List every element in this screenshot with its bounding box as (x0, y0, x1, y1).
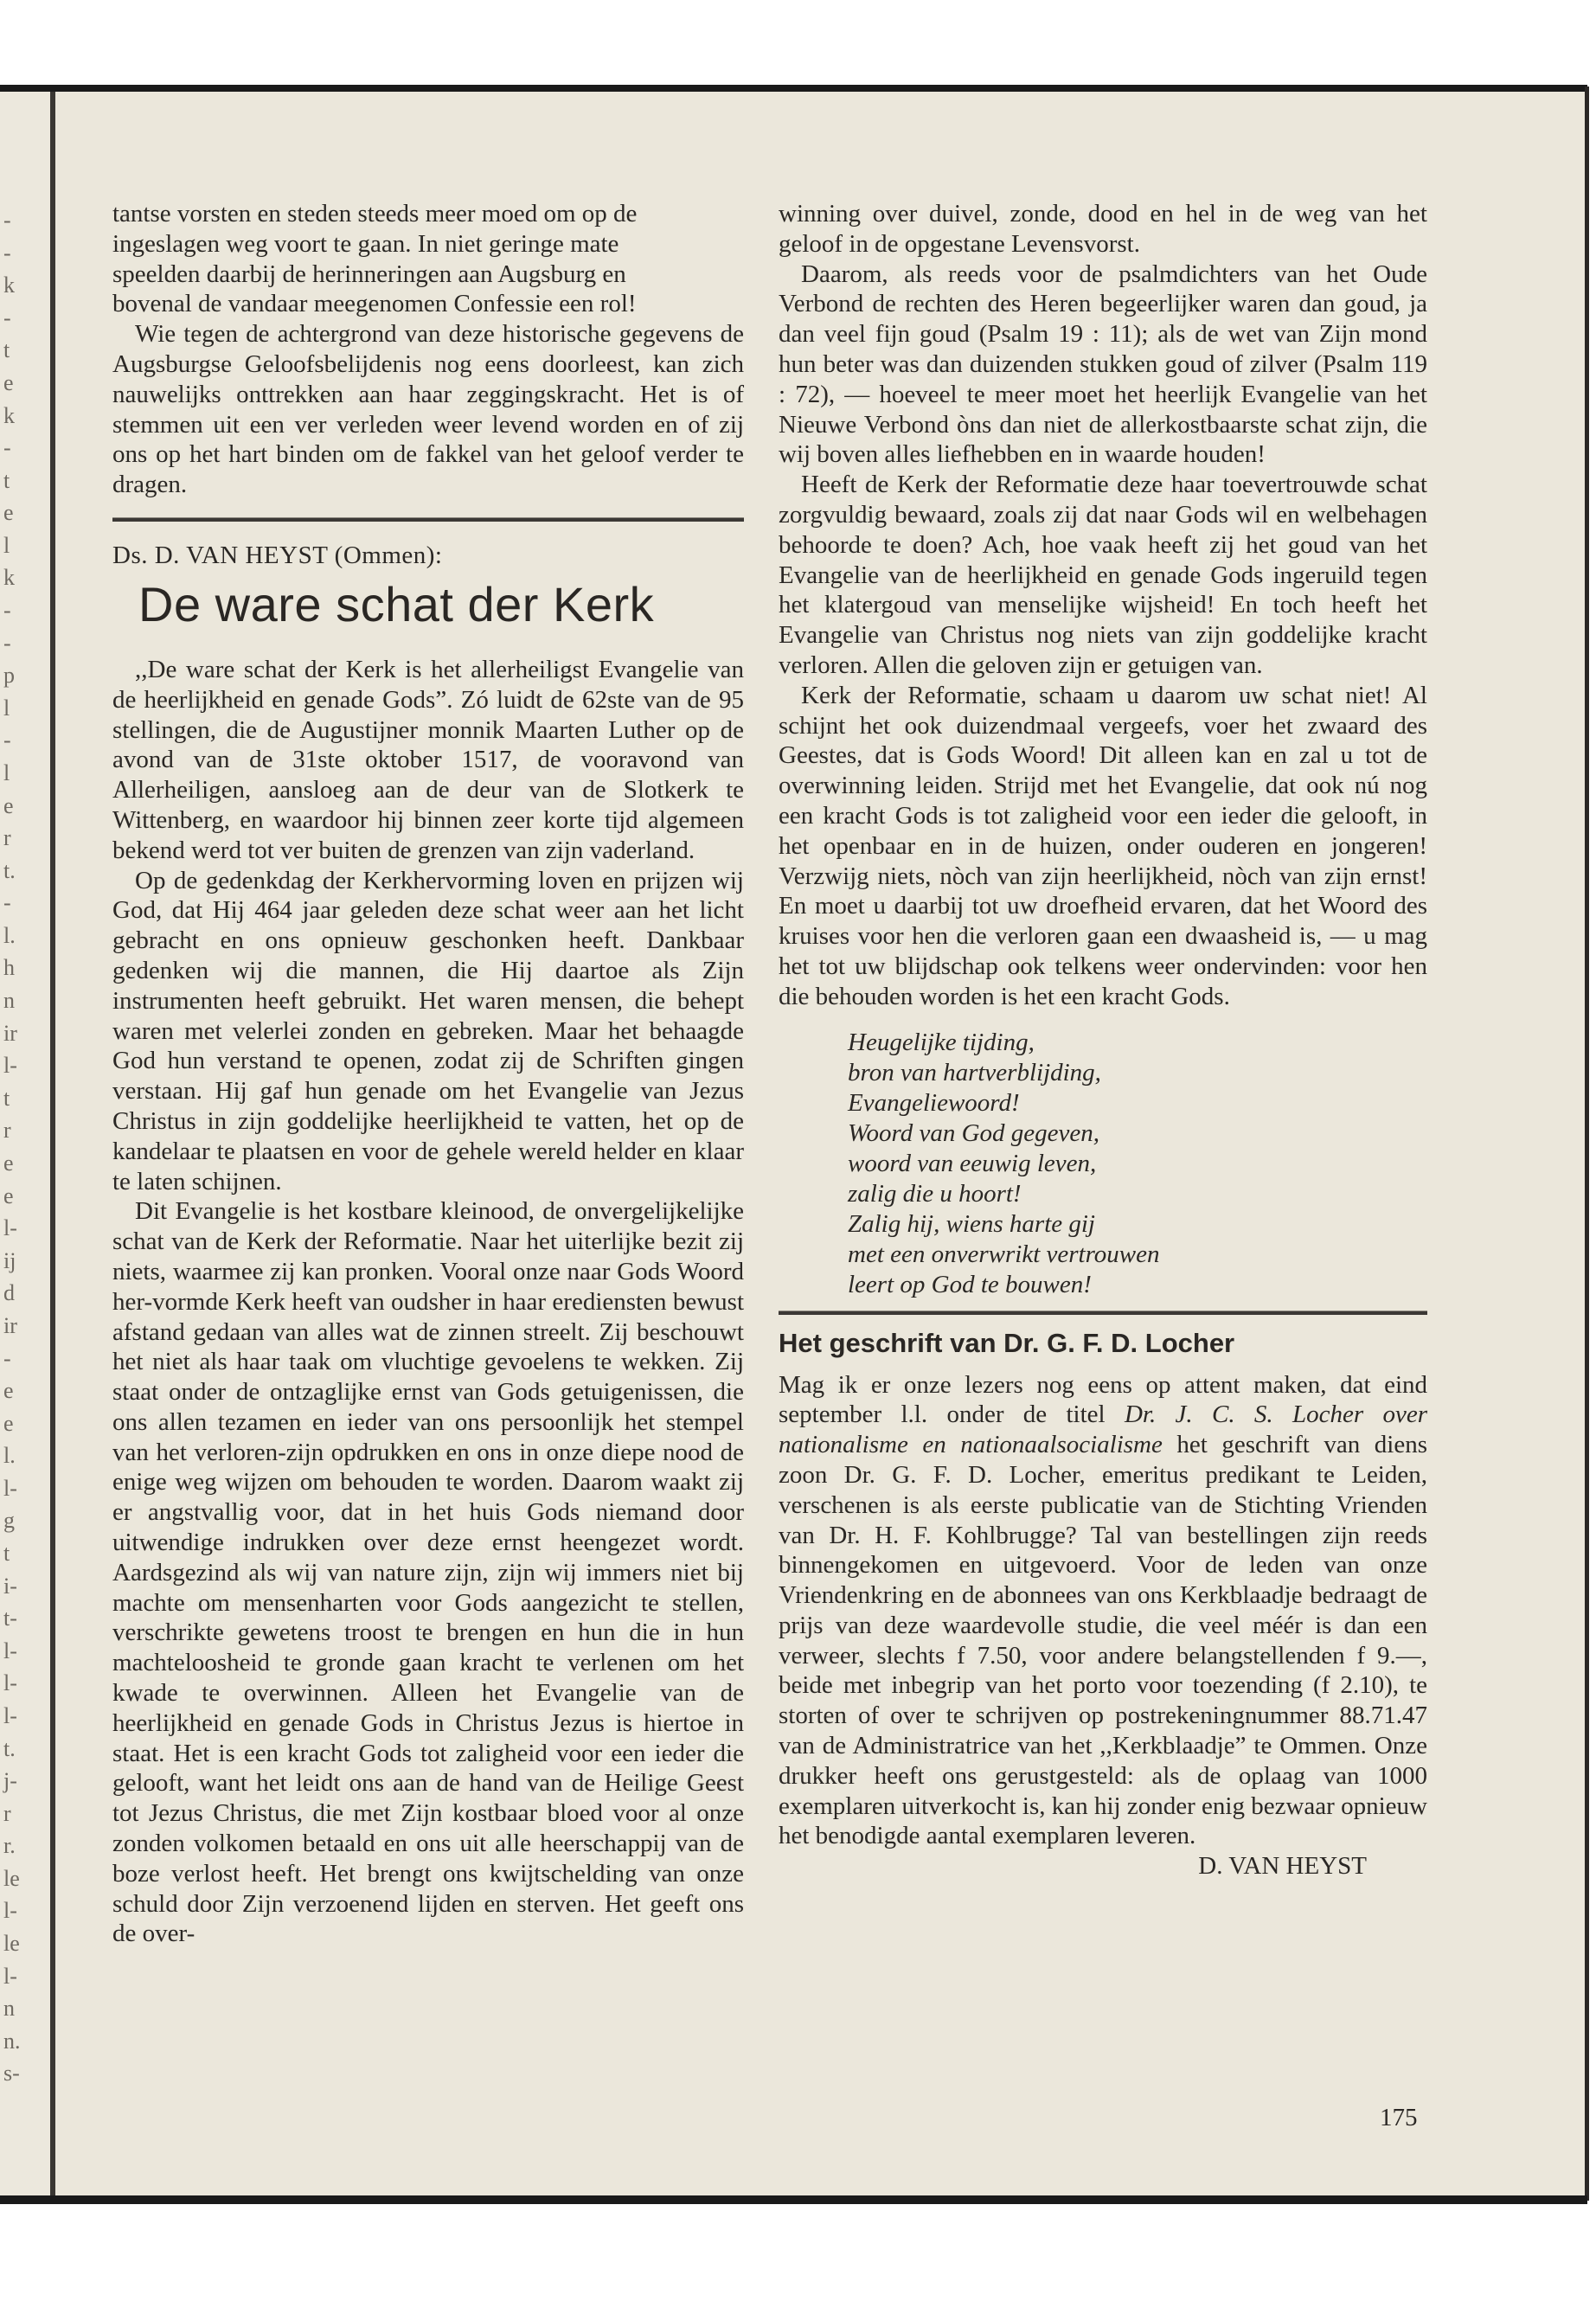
edge-fragment: l- (3, 1476, 17, 1501)
intro-paragraph: Wie tegen de achtergrond van deze historische gegevens de Augsburgse Geloofsbelijdenis nog eens doorleest, kan zich nauwelijks onttrekken aan haar zeggingskracht. Het is of stemmen uit een ver verleden weer levend worden en of zij ons op het hart binden om de fakkel van het geloof verder te dragen. (112, 320, 744, 499)
article-paragraph: Op de gedenkdag der Kerkhervorming loven en prijzen wij God, dat Hij 464 jaar geleden deze schat weer aan het licht gebracht en ons opnieuw geschonken heeft. Dankbaar gedenken wij die mannen, die Hij daartoe als Zijn instrumenten heeft gebruikt. Het waren mensen, die behept waren met velerlei zonden en gebreken. Maar het behaagde God hun verstand te openen, zodat zij de Schriften gingen verstaan. Hij gaf hun genade om het Evangelie van Jezus Christus in zijn goddelijke heerlijkheid te vatten, het op de kandelaar te plaatsen en voor de gehele wereld helder en klaar te laten schijnen. (112, 866, 744, 1195)
edge-fragment: l (3, 760, 10, 785)
edge-fragment: - (3, 598, 11, 623)
hymn-verse (848, 1028, 1427, 1300)
edge-fragment: - (3, 727, 11, 753)
section-divider (779, 1311, 1427, 1315)
edge-fragment: l (3, 533, 10, 558)
edge-fragment: l- (3, 1898, 17, 1923)
edge-fragment: le (3, 1866, 20, 1891)
verse-line: Zalig hij, wiens harte gij (848, 1209, 1095, 1238)
intro-line: ingeslagen weg voort te gaan. In niet geringe mate (112, 229, 619, 258)
article-paragraph: Heeft de Kerk der Reformatie deze haar toevertrouwde schat zorgvuldig bewaard, zoals zij dat naar Gods wil en welbehagen behoorde te doen? Ach, hoe vaak heeft zij het goud van het Evangelie van de heerlijkheid en genade Gods ingeruild tegen het klatergoud van menselijke wijsheid! En toch heeft het Evangelie van Christus nog niets van zijn goddelijke kracht verloren. Allen die geloven zijn er getuigen van. (779, 471, 1427, 679)
edge-fragment: - (3, 240, 11, 266)
edge-fragment: ir (3, 1313, 17, 1338)
article-paragraph: Dit Evangelie is het kostbare kleinood, de onvergelijkelijke schat van de Kerk der Reformatie. Naar het uiterlijke bezit zij niets, waarmee zij kan pronken. Vooral onze naar Gods Woord her-vormde Kerk heeft van oudsher in haar erediensten bewust afstand gedaan van alles wat de zinnen streelt. Zij beschouwt het niet als haar taak om vluchtige gevoelens te wekken. Zij staat onder de ontzaglijke ernst van Gods getuigenissen, die ons allen tezamen en ieder van ons persoonlijk het stempel van het verloren-zijn opdrukken en ons in onze diepe nood de enige weg wijzen om behouden te worden. Daarom waakt zij er angstvallig voor, dat in het huis Gods niemand door uitwendige indrukken over deze ernst heengezet wordt. Aardsgezind als wij van nature zijn, zijn wij immers niet bij machte om mensenharten voor Gods aangezicht te stellen, verschrikte gewetens troost te brengen en hun die in hun machteloosheid te gronde gaan kracht te verlenen om het kwade te overwinnen. Alleen het Evangelie van de heerlijkheid en genade Gods in Christus Jezus is hiertoe in staat. Het is een kracht Gods tot zaligheid voor een ieder die gelooft, want het leidt ons aan de hand van de Heilige Geest tot Jezus Christus, die met Zijn kostbaar bloed voor al onze zonden volkomen betaald en ons uit alle heerschappij van de boze verlost heeft. Het brengt ons kwijtschelding van onze schuld door Zijn verzoenend lijden en sterven. Het geeft ons de over- (112, 1197, 744, 1948)
verse-line: woord van eeuwig leven, (848, 1149, 1097, 1177)
edge-fragment: t (3, 337, 10, 362)
edge-fragment: h (3, 955, 15, 980)
page-binding-shadow (50, 90, 55, 2201)
edge-fragment: e (3, 793, 14, 818)
edge-fragment: e (3, 1150, 14, 1176)
edge-fragment: i- (3, 1574, 17, 1599)
right-border (1585, 87, 1589, 2201)
right-column (779, 199, 1427, 1881)
edge-fragment: e (3, 1183, 14, 1208)
bottom-border (0, 2195, 1587, 2204)
edge-fragment: s- (3, 2061, 20, 2086)
edge-fragment: e (3, 1411, 14, 1436)
verse-line: leert op God te bouwen! (848, 1270, 1092, 1298)
edge-fragment: r. (3, 1833, 16, 1858)
article-paragraph: winning over duivel, zonde, dood en hel in de weg van het geloof in de opgestane Levensvorst. (779, 200, 1427, 258)
edge-fragment: k (3, 272, 15, 298)
verse-line: zalig die u hoort! (848, 1179, 1022, 1208)
edge-fragment: l- (3, 1670, 17, 1695)
edge-fragment: e (3, 1378, 14, 1403)
edge-fragment: n. (3, 2029, 21, 2054)
edge-fragment: r (3, 1801, 11, 1826)
article-paragraph: Kerk der Reformatie, schaam u daarom uw schat niet! Al schijnt het ook duizendmaal vergeefs, voer het zwaard des Geestes, dat is Gods Woord! Dit alleen kan en zal u tot de overwinning leiden. Strijd met het Evangelie, dat ook nú nog een kracht Gods is tot zaligheid voor een ieder die gelooft, in het openbaar en in de huizen, onder ouderen en jongeren! Verzwijg niets, nòch van zijn heerlijkheid, nòch van zijn ernst! En moet u daarbij tot uw droefheid ervaren, dat het Woord des kruises voor hen die verloren gaan een dwaasheid is, — u mag het tot uw blijdschap ook telkens weer ondervinden: voor hen die behouden worden is het een kracht Gods. (779, 681, 1427, 1010)
article-paragraph: Daarom, als reeds voor de psalmdichters van het Oude Verbond de rechten des Heren begeerlijker waren dan goud, ja dan veel fijn goud (Psalm 19 : 11); als de wet van Zijn mond hun beter was dan duizenden stukken goud of zilver (Psalm 119 : 72), — hoeveel te meer moet het heerlijk Evangelie van het Nieuwe Verbond òns dan niet de allerkostbaarste schat zijn, die wij boven alles liefhebben en in waarde houden! (779, 260, 1427, 469)
intro-line: bovenal de vandaar meegenomen Confessie een rol! (112, 290, 637, 318)
edge-fragment: t (3, 1086, 10, 1111)
intro-continuation (112, 199, 744, 319)
edge-fragment: l- (3, 1215, 17, 1240)
edge-fragment: l- (3, 1964, 17, 1989)
edge-fragment: n (3, 1996, 15, 2021)
edge-fragment: d (3, 1280, 15, 1305)
scan-bottom-margin (0, 2204, 1596, 2301)
edge-fragment: l- (3, 1703, 17, 1728)
edge-fragment: ij (3, 1248, 16, 1273)
edge-fragment: j- (3, 1768, 17, 1793)
edge-fragment: t (3, 1541, 10, 1566)
notice-text-start: Mag ik er onze lezers nog eens op attent maken, dat eind september l.l. onder de titel (779, 1370, 1427, 1429)
edge-fragment: e (3, 500, 14, 525)
edge-fragment: t (3, 468, 10, 493)
edge-fragment: - (3, 631, 11, 656)
edge-fragment: l- (3, 1053, 17, 1078)
intro-line: speelden daarbij de herinneringen aan Augsburg en (112, 260, 626, 288)
edge-fragment: n (3, 988, 15, 1013)
edge-fragment: e (3, 370, 14, 395)
notice-book-title: Dr. J. C. S. Locher over nationalisme en nationaalsocialisme (779, 1400, 1427, 1459)
notice-headline: Het geschrift van Dr. G. F. D. Locher (779, 1327, 1235, 1358)
left-column (112, 199, 744, 1949)
edge-fragment: - (3, 305, 11, 330)
notice-paragraph (779, 1370, 1427, 1852)
section-divider (112, 517, 744, 522)
edge-fragment: - (3, 208, 11, 233)
intro-line: tantse vorsten en steden steeds meer moed om op de (112, 200, 638, 228)
edge-fragment: k (3, 403, 15, 428)
edge-fragment: - (3, 890, 11, 915)
page-number: 175 (1380, 2104, 1418, 2131)
notice-text-end: het geschrift van diens zoon Dr. G. F. D. Locher, emeritus predikant te Leiden, verschenen is als eerste publicatie van de Stichting Vrienden van Dr. H. F. Kohlbrugge? Tal van bestellingen zijn reeds binnengekomen en uitgevoerd. Voor de leden van onze Vriendenkring en de abonnees van ons Kerkblaadje bedraagt de prijs van deze waardevolle studie, die veel méér is dan een verweer, slechts f 7.50, voor andere belangstellenden f 9.—, beide met inbegrip van het porto voor toezending (f 2.10), te storten of over te schrijven op postrekeningnummer 88.71.47 van de Administratrice van het ,,Kerkblaadje” te Ommen. Onze drukker heeft ons gerustgesteld: als de oplaag van 1000 exemplaren uitverkocht is, kan hij zonder enig bezwaar opnieuw het benodigde aantal exemplaren leveren. (779, 1431, 1427, 1850)
verse-line: Woord van God gegeven, (848, 1118, 1100, 1147)
edge-fragment: - (3, 435, 11, 460)
verse-line: Evangeliewoord! (848, 1088, 1020, 1117)
edge-fragment: l. (3, 1443, 16, 1468)
edge-fragment: g (3, 1508, 15, 1533)
verse-line: met een onverwrikt vertrouwen (848, 1240, 1160, 1268)
edge-fragment: - (3, 1346, 11, 1371)
edge-fragment: r (3, 825, 11, 850)
verse-line: bron van hartverblijding, (848, 1058, 1101, 1086)
edge-fragment: le (3, 1931, 20, 1956)
edge-fragment: l- (3, 1638, 17, 1663)
edge-fragment: r (3, 1118, 11, 1143)
edge-fragment: k (3, 565, 15, 590)
scan-top-margin (0, 0, 1596, 87)
edge-fragment: t- (3, 1606, 17, 1631)
author-signature: D. VAN HEYST (1198, 1852, 1367, 1881)
verse-line: Heugelijke tijding, (848, 1028, 1035, 1056)
edge-fragment: l (3, 695, 10, 721)
edge-fragment: t. (3, 1736, 16, 1761)
article-paragraph: ,,De ware schat der Kerk is het allerheiligst Evangelie van de heerlijkheid en genade Gods”. Zó luidt de 62ste van de 95 stellingen, die de Augustijner monnik Maarten Luther op de avond van de 31ste oktober 1517, de vooravond van Allerheiligen, aansloeg aan de deur van de Slotkerk te Wittenberg, en waardoor hij binnen zeer korte tijd algemeen bekend werd tot ver buiten de grenzen van zijn vaderland. (112, 655, 744, 864)
article-headline: De ware schat der Kerk (138, 576, 655, 631)
edge-fragment: l. (3, 923, 16, 948)
edge-fragment: p (3, 663, 15, 688)
top-border (0, 85, 1587, 92)
article-byline: Ds. D. VAN HEYST (Ommen): (112, 541, 443, 569)
edge-fragment: ir (3, 1021, 17, 1046)
edge-fragment: t. (3, 858, 16, 883)
